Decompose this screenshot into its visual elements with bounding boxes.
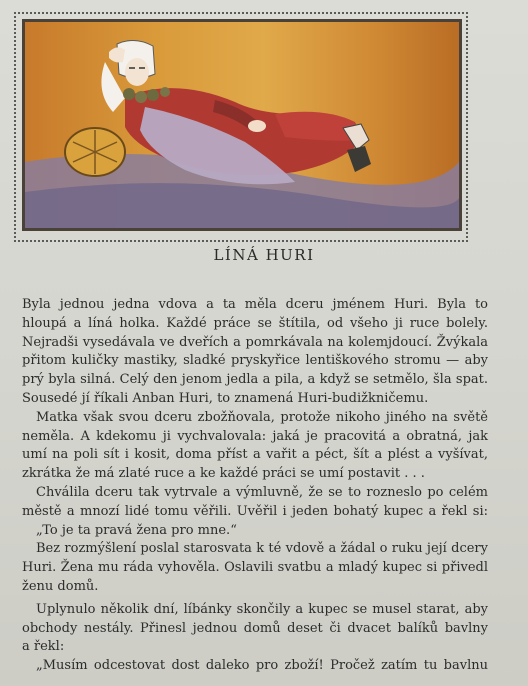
text-line: a řekl: <box>22 639 65 655</box>
text-line: přitom kuličky mastiky, sladké pryskyřice lentiškového stromu — aby <box>22 353 488 369</box>
text-line: neměla. A kdekomu ji vychvalovala: jaká je pracovitá a obratná, jak <box>22 428 488 444</box>
story-text <box>22 296 488 676</box>
text-line: městě a mnozí lidé tomu věřili. Uvěřil i jeden bohatý kupec a řekl si: <box>22 503 488 519</box>
text-line: Sousedé jí říkali Anban Huri, to znamená Huri-budižkničemu. <box>22 390 429 406</box>
illustration <box>22 19 462 231</box>
text-line: umí na poli sít i kosit, doma příst a vařit a péct, šít a plést a vyšívat, <box>22 447 488 463</box>
text-line: hloupá a líná holka. Každé práce se štítila, od všeho ji ruce bolely. <box>22 315 488 331</box>
text-line: Nejradši vysedávala ve dveřích a pomrkávala na kolemjdoucí. Žvýkala <box>22 334 488 350</box>
text-line: Bez rozmýšlení poslal starosvata k té vdově a žádal o ruku její dcery <box>36 541 488 557</box>
text-line: Huri. Žena mu ráda vyhověla. Oslavili svatbu a mladý kupec si přivedl <box>22 560 488 576</box>
text-line: prý byla silná. Celý den jenom jedla a pila, a když se setmělo, šla spat. <box>22 372 488 388</box>
text-line: „Musím odcestovat dost daleko pro zboží! Pročež zatím tu bavlnu <box>36 658 488 674</box>
text-line: „To je ta pravá žena pro mne.“ <box>36 522 237 538</box>
text-line: Matka však svou dceru zbožňovala, protože nikoho jiného na světě <box>36 409 488 425</box>
story-title: LÍNÁ HURI <box>213 246 315 264</box>
text-line: Uplynulo několik dní, líbánky skončily a kupec se musel starat, aby <box>36 601 488 617</box>
text-line: Byla jednou jedna vdova a ta měla dceru jménem Huri. Byla to <box>22 297 488 312</box>
text-line: ženu domů. <box>22 578 99 594</box>
text-line: Chválila dceru tak vytrvale a výmluvně, že se to rozneslo po celém <box>36 484 488 500</box>
text-line: obchody nestály. Přinesl jednou domů deset či dvacet balíků bavlny <box>22 620 488 636</box>
text-line: zkrátka že má zlaté ruce a ke každé práci se umí postavit . . . <box>22 466 425 482</box>
